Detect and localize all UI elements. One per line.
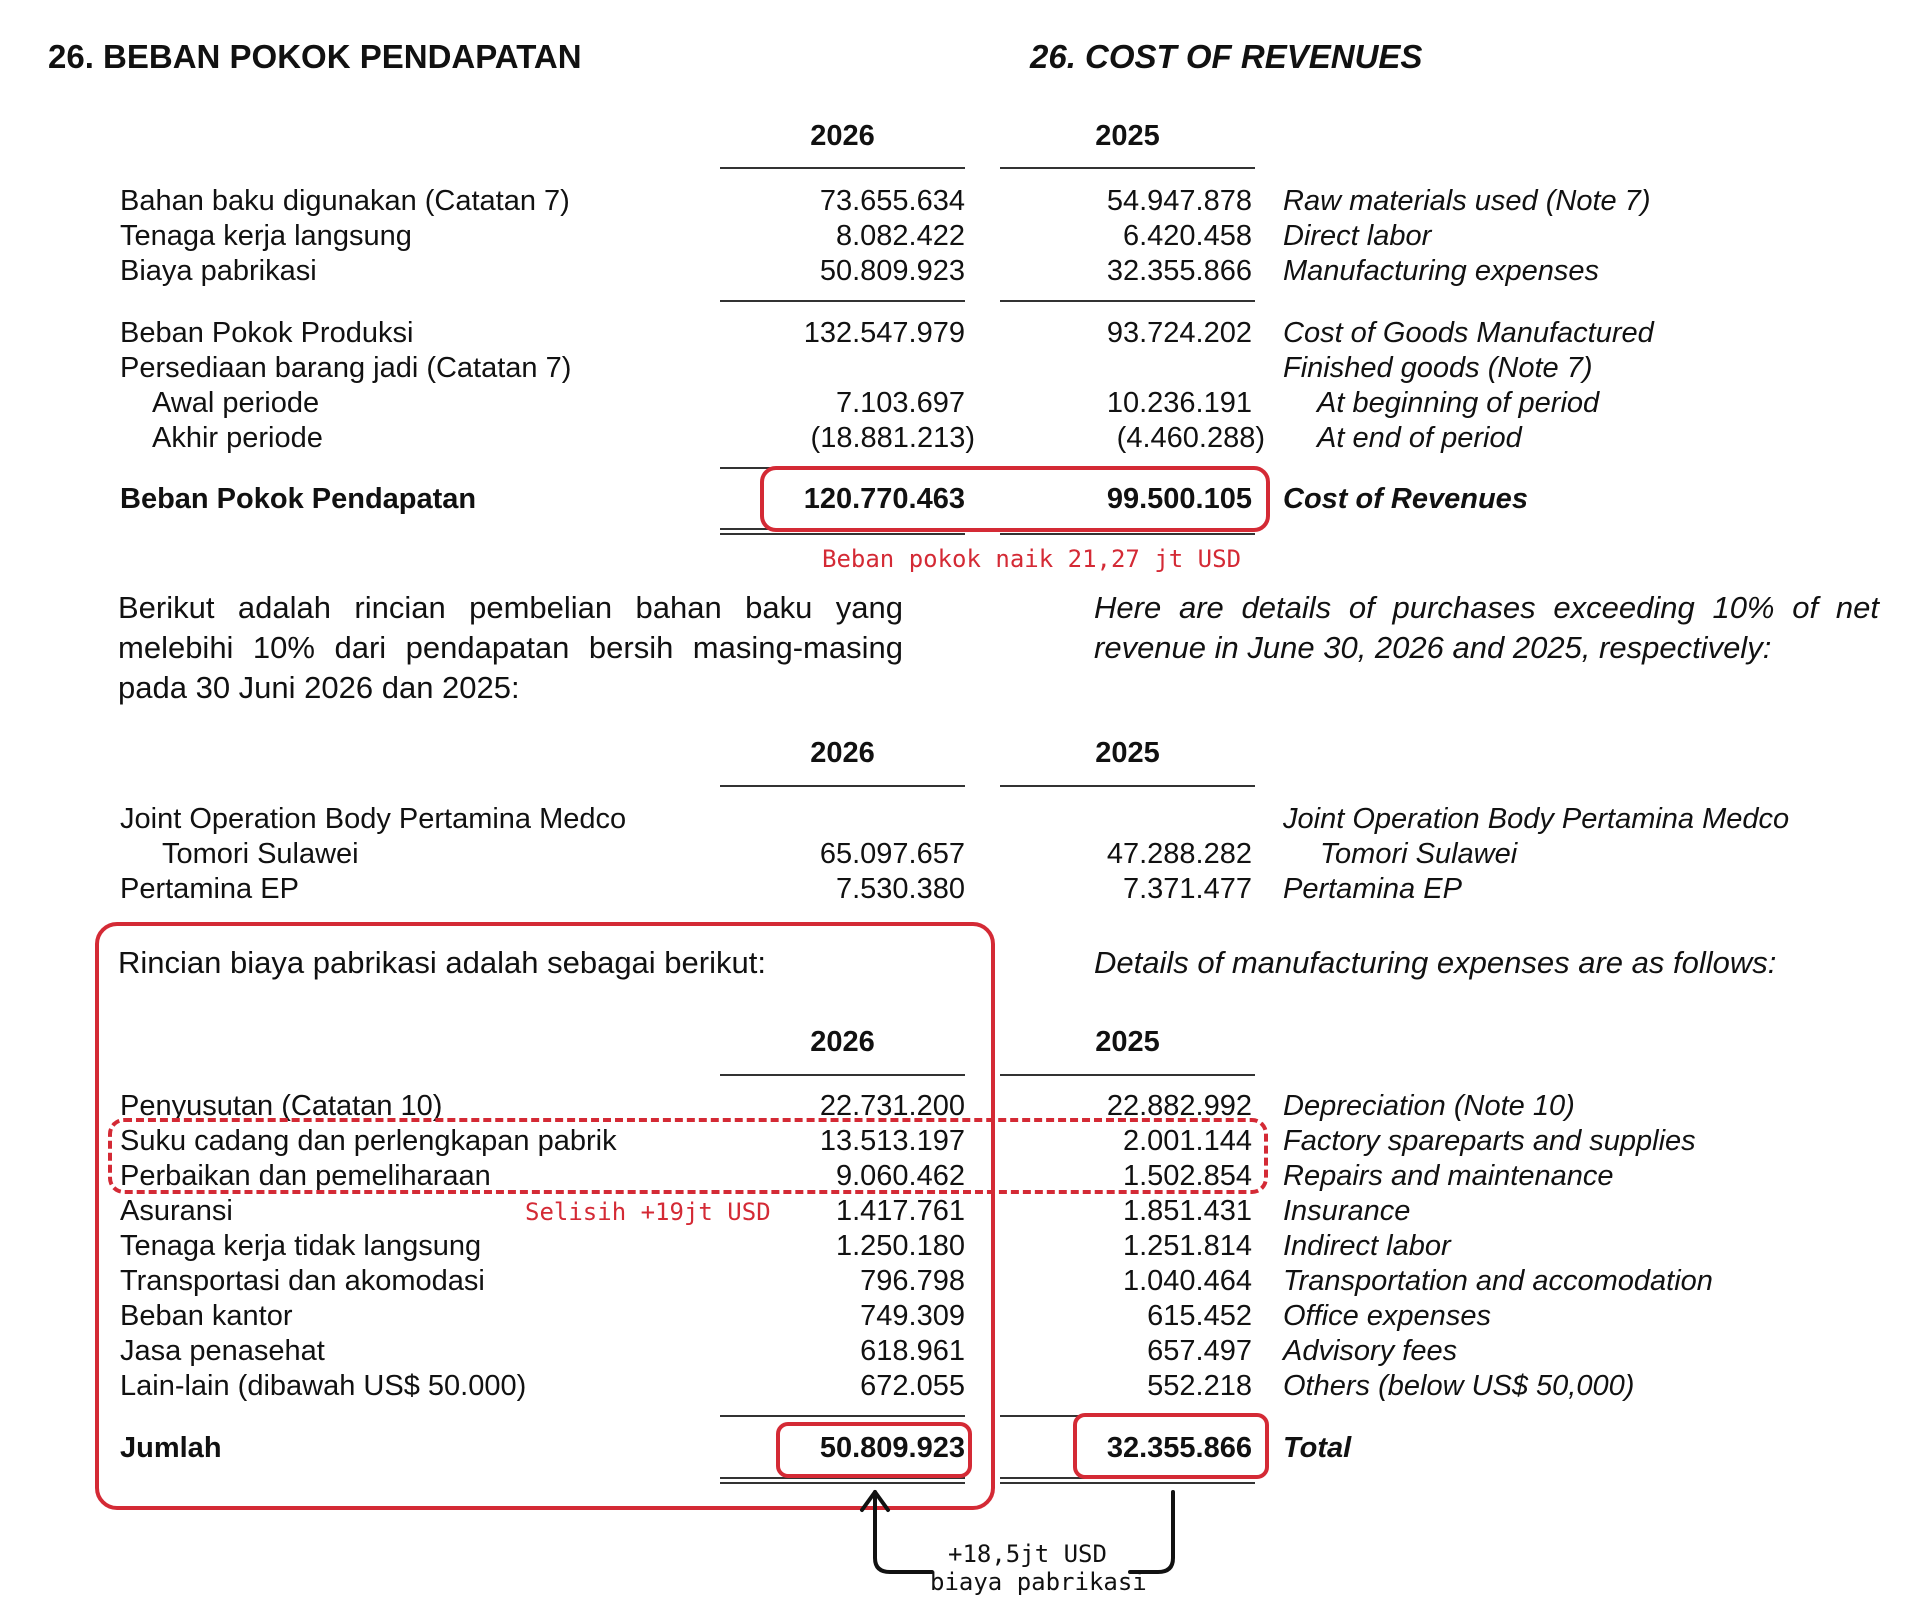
cogs-label-id: Awal periode — [152, 387, 320, 419]
mfg-label-en: Others (below US$ 50,000) — [1283, 1370, 1635, 1402]
cogs-label-id: Beban Pokok Produksi — [120, 317, 414, 349]
col-header-2025: 2025 — [1095, 120, 1160, 152]
mfg-value-2026: 1.417.761 — [835, 1195, 965, 1227]
cogs-value-2025: 54.947.878 — [1106, 185, 1252, 217]
spareparts-repairs-dashed-highlight — [108, 1118, 1268, 1194]
mfg-label-id: Tenaga kerja tidak langsung — [120, 1230, 482, 1262]
subtotal-rule-2025 — [1000, 300, 1255, 302]
mfg-value-2025: 1.040.464 — [1122, 1265, 1252, 1297]
cogs-value-2025: (4.460.288) — [1116, 422, 1265, 454]
cogs-value-2026: (18.881.213) — [810, 422, 975, 454]
cogs-value-2025: 93.724.202 — [1106, 317, 1252, 349]
cogs-label-en: Raw materials used (Note 7) — [1283, 185, 1651, 217]
mfg-label-id: Penyusutan (Catatan 10) — [120, 1090, 443, 1122]
mfg-value-2026: 618.961 — [860, 1335, 965, 1367]
title-english: 26. COST OF REVENUES — [1030, 38, 1423, 75]
manufacturing-heading-en: Details of manufacturing expenses are as follows: — [1094, 945, 1777, 980]
cogs-label-en: At beginning of period — [1317, 387, 1600, 419]
cogs-value-2025: 6.420.458 — [1122, 220, 1252, 252]
cogs-value-2026: 8.082.422 — [835, 220, 965, 252]
mfg-total-2026-highlight — [776, 1422, 972, 1478]
header-rule-2025 — [1000, 785, 1255, 787]
cogs-total-2026: 120.770.463 — [803, 483, 965, 515]
mfg-value-2025: 552.218 — [1147, 1370, 1252, 1402]
mfg-label-id: Transportasi dan akomodasi — [120, 1265, 485, 1297]
cogs-label-id: Bahan baku digunakan (Catatan 7) — [120, 185, 570, 217]
col-header-2025: 2025 — [1095, 737, 1160, 769]
mfg-value-2026: 1.250.180 — [835, 1230, 965, 1262]
purchase-value-2025: 47.288.282 — [1106, 838, 1252, 870]
mfg-value-2026: 796.798 — [860, 1265, 965, 1297]
mfg-total-label-en: Total — [1283, 1432, 1352, 1464]
double-rule-2025 — [1000, 533, 1255, 535]
cogs-label-en: Cost of Goods Manufactured — [1283, 317, 1654, 349]
mfg-label-en: Insurance — [1283, 1195, 1411, 1227]
col-header-2026: 2026 — [810, 1026, 875, 1058]
mfg-label-en: Indirect labor — [1283, 1230, 1451, 1262]
cogs-label-en: Finished goods (Note 7) — [1283, 352, 1593, 384]
mfg-value-2026: 749.309 — [860, 1300, 965, 1332]
mfg-label-en: Factory spareparts and supplies — [1283, 1125, 1696, 1157]
cogs-label-id: Akhir periode — [152, 422, 323, 454]
col-header-2026: 2026 — [810, 120, 875, 152]
mfg-label-en: Depreciation (Note 10) — [1283, 1090, 1575, 1122]
mfg-value-2026: 22.731.200 — [819, 1090, 965, 1122]
mfg-label-en: Office expenses — [1283, 1300, 1491, 1332]
mfg-label-id: Asuransi — [120, 1195, 233, 1227]
cogs-value-2026: 7.103.697 — [835, 387, 965, 419]
cogs-value-2026: 132.547.979 — [803, 317, 965, 349]
total-rule-2026 — [720, 1415, 965, 1417]
purchases-paragraph-id: Berikut adalah rincian pembelian bahan baku yang melebihi 10% dari pendapatan bersih masing-masing pada 30 Juni 2026 dan 2025: — [118, 590, 903, 705]
mfg-total-2026: 50.809.923 — [819, 1432, 965, 1464]
cogs-increase-annotation: Beban pokok naik 21,27 jt USD — [822, 545, 1242, 573]
cogs-label-en: Direct labor — [1283, 220, 1432, 252]
mfg-value-2025: 615.452 — [1147, 1300, 1252, 1332]
purchase-value-2026: 65.097.657 — [819, 838, 965, 870]
purchase-label-id: Joint Operation Body Pertamina Medco — [120, 803, 627, 835]
mfg-total-2025: 32.355.866 — [1106, 1432, 1252, 1464]
purchase-value-2025: 7.371.477 — [1122, 873, 1252, 905]
cogs-total-label-en: Cost of Revenues — [1283, 483, 1528, 515]
mfg-value-2025: 2.001.144 — [1122, 1125, 1252, 1157]
cogs-label-id: Biaya pabrikasi — [120, 255, 317, 287]
cogs-value-2026: 73.655.634 — [819, 185, 965, 217]
cogs-total-2025: 99.500.105 — [1106, 483, 1252, 515]
cogs-total-label-id: Beban Pokok Pendapatan — [120, 483, 477, 515]
mfg-total-2025-highlight — [1073, 1413, 1269, 1479]
purchase-label-id: Pertamina EP — [120, 873, 299, 905]
mfg-label-id: Perbaikan dan pemeliharaan — [120, 1160, 491, 1192]
mfg-value-2025: 1.251.814 — [1122, 1230, 1252, 1262]
difference-annotation: Selisih +19jt USD — [525, 1198, 771, 1226]
cogs-total-highlight-box — [760, 466, 1270, 532]
mfg-total-label-id: Jumlah — [120, 1432, 222, 1464]
purchase-label-en: Pertamina EP — [1283, 873, 1462, 905]
purchase-value-2026: 7.530.380 — [835, 873, 965, 905]
mfg-value-2026: 13.513.197 — [819, 1125, 965, 1157]
cogs-label-en: Manufacturing expenses — [1283, 255, 1599, 287]
cogs-value-2025: 10.236.191 — [1106, 387, 1252, 419]
purchase-label-en: Tomori Sulawei — [1320, 838, 1518, 870]
mfg-label-id: Lain-lain (dibawah US$ 50.000) — [120, 1370, 527, 1402]
title-indonesian: 26. BEBAN POKOK PENDAPATAN — [48, 38, 582, 75]
purchase-label-en: Joint Operation Body Pertamina Medco — [1283, 803, 1790, 835]
mfg-label-id: Beban kantor — [120, 1300, 293, 1332]
cogs-label-id: Tenaga kerja langsung — [120, 220, 412, 252]
purchase-label-id: Tomori Sulawei — [162, 838, 359, 870]
manufacturing-increase-annotation-line1: +18,5jt USD — [948, 1540, 1107, 1568]
cogs-value-2025: 32.355.866 — [1106, 255, 1252, 287]
purchases-paragraph-en: Here are details of purchases exceeding 10% of net revenue in June 30, 2026 and 2025, respectively: — [1094, 590, 1879, 665]
col-header-2026: 2026 — [810, 737, 875, 769]
mfg-value-2025: 657.497 — [1147, 1335, 1252, 1367]
subtotal-rule-2026 — [720, 300, 965, 302]
header-rule-2025 — [1000, 167, 1255, 169]
mfg-value-2026: 672.055 — [860, 1370, 965, 1402]
mfg-value-2025: 1.851.431 — [1122, 1195, 1252, 1227]
mfg-value-2025: 22.882.992 — [1106, 1090, 1252, 1122]
manufacturing-increase-annotation-line2: biaya pabrikasi — [930, 1568, 1147, 1596]
header-rule-2026 — [720, 1074, 965, 1076]
manufacturing-heading-id: Rincian biaya pabrikasi adalah sebagai berikut: — [118, 945, 766, 980]
mfg-label-en: Transportation and accomodation — [1283, 1265, 1713, 1297]
mfg-label-id: Suku cadang dan perlengkapan pabrik — [120, 1125, 617, 1157]
col-header-2025: 2025 — [1095, 1026, 1160, 1058]
mfg-label-en: Advisory fees — [1283, 1335, 1458, 1367]
cogs-label-id: Persediaan barang jadi (Catatan 7) — [120, 352, 572, 384]
header-rule-2025 — [1000, 1074, 1255, 1076]
cogs-label-en: At end of period — [1317, 422, 1522, 454]
mfg-label-en: Repairs and maintenance — [1283, 1160, 1614, 1192]
mfg-value-2025: 1.502.854 — [1122, 1160, 1252, 1192]
cogs-value-2026: 50.809.923 — [819, 255, 965, 287]
double-rule-2026 — [720, 533, 965, 535]
header-rule-2026 — [720, 785, 965, 787]
mfg-label-id: Jasa penasehat — [120, 1335, 325, 1367]
header-rule-2026 — [720, 167, 965, 169]
mfg-value-2026: 9.060.462 — [835, 1160, 965, 1192]
